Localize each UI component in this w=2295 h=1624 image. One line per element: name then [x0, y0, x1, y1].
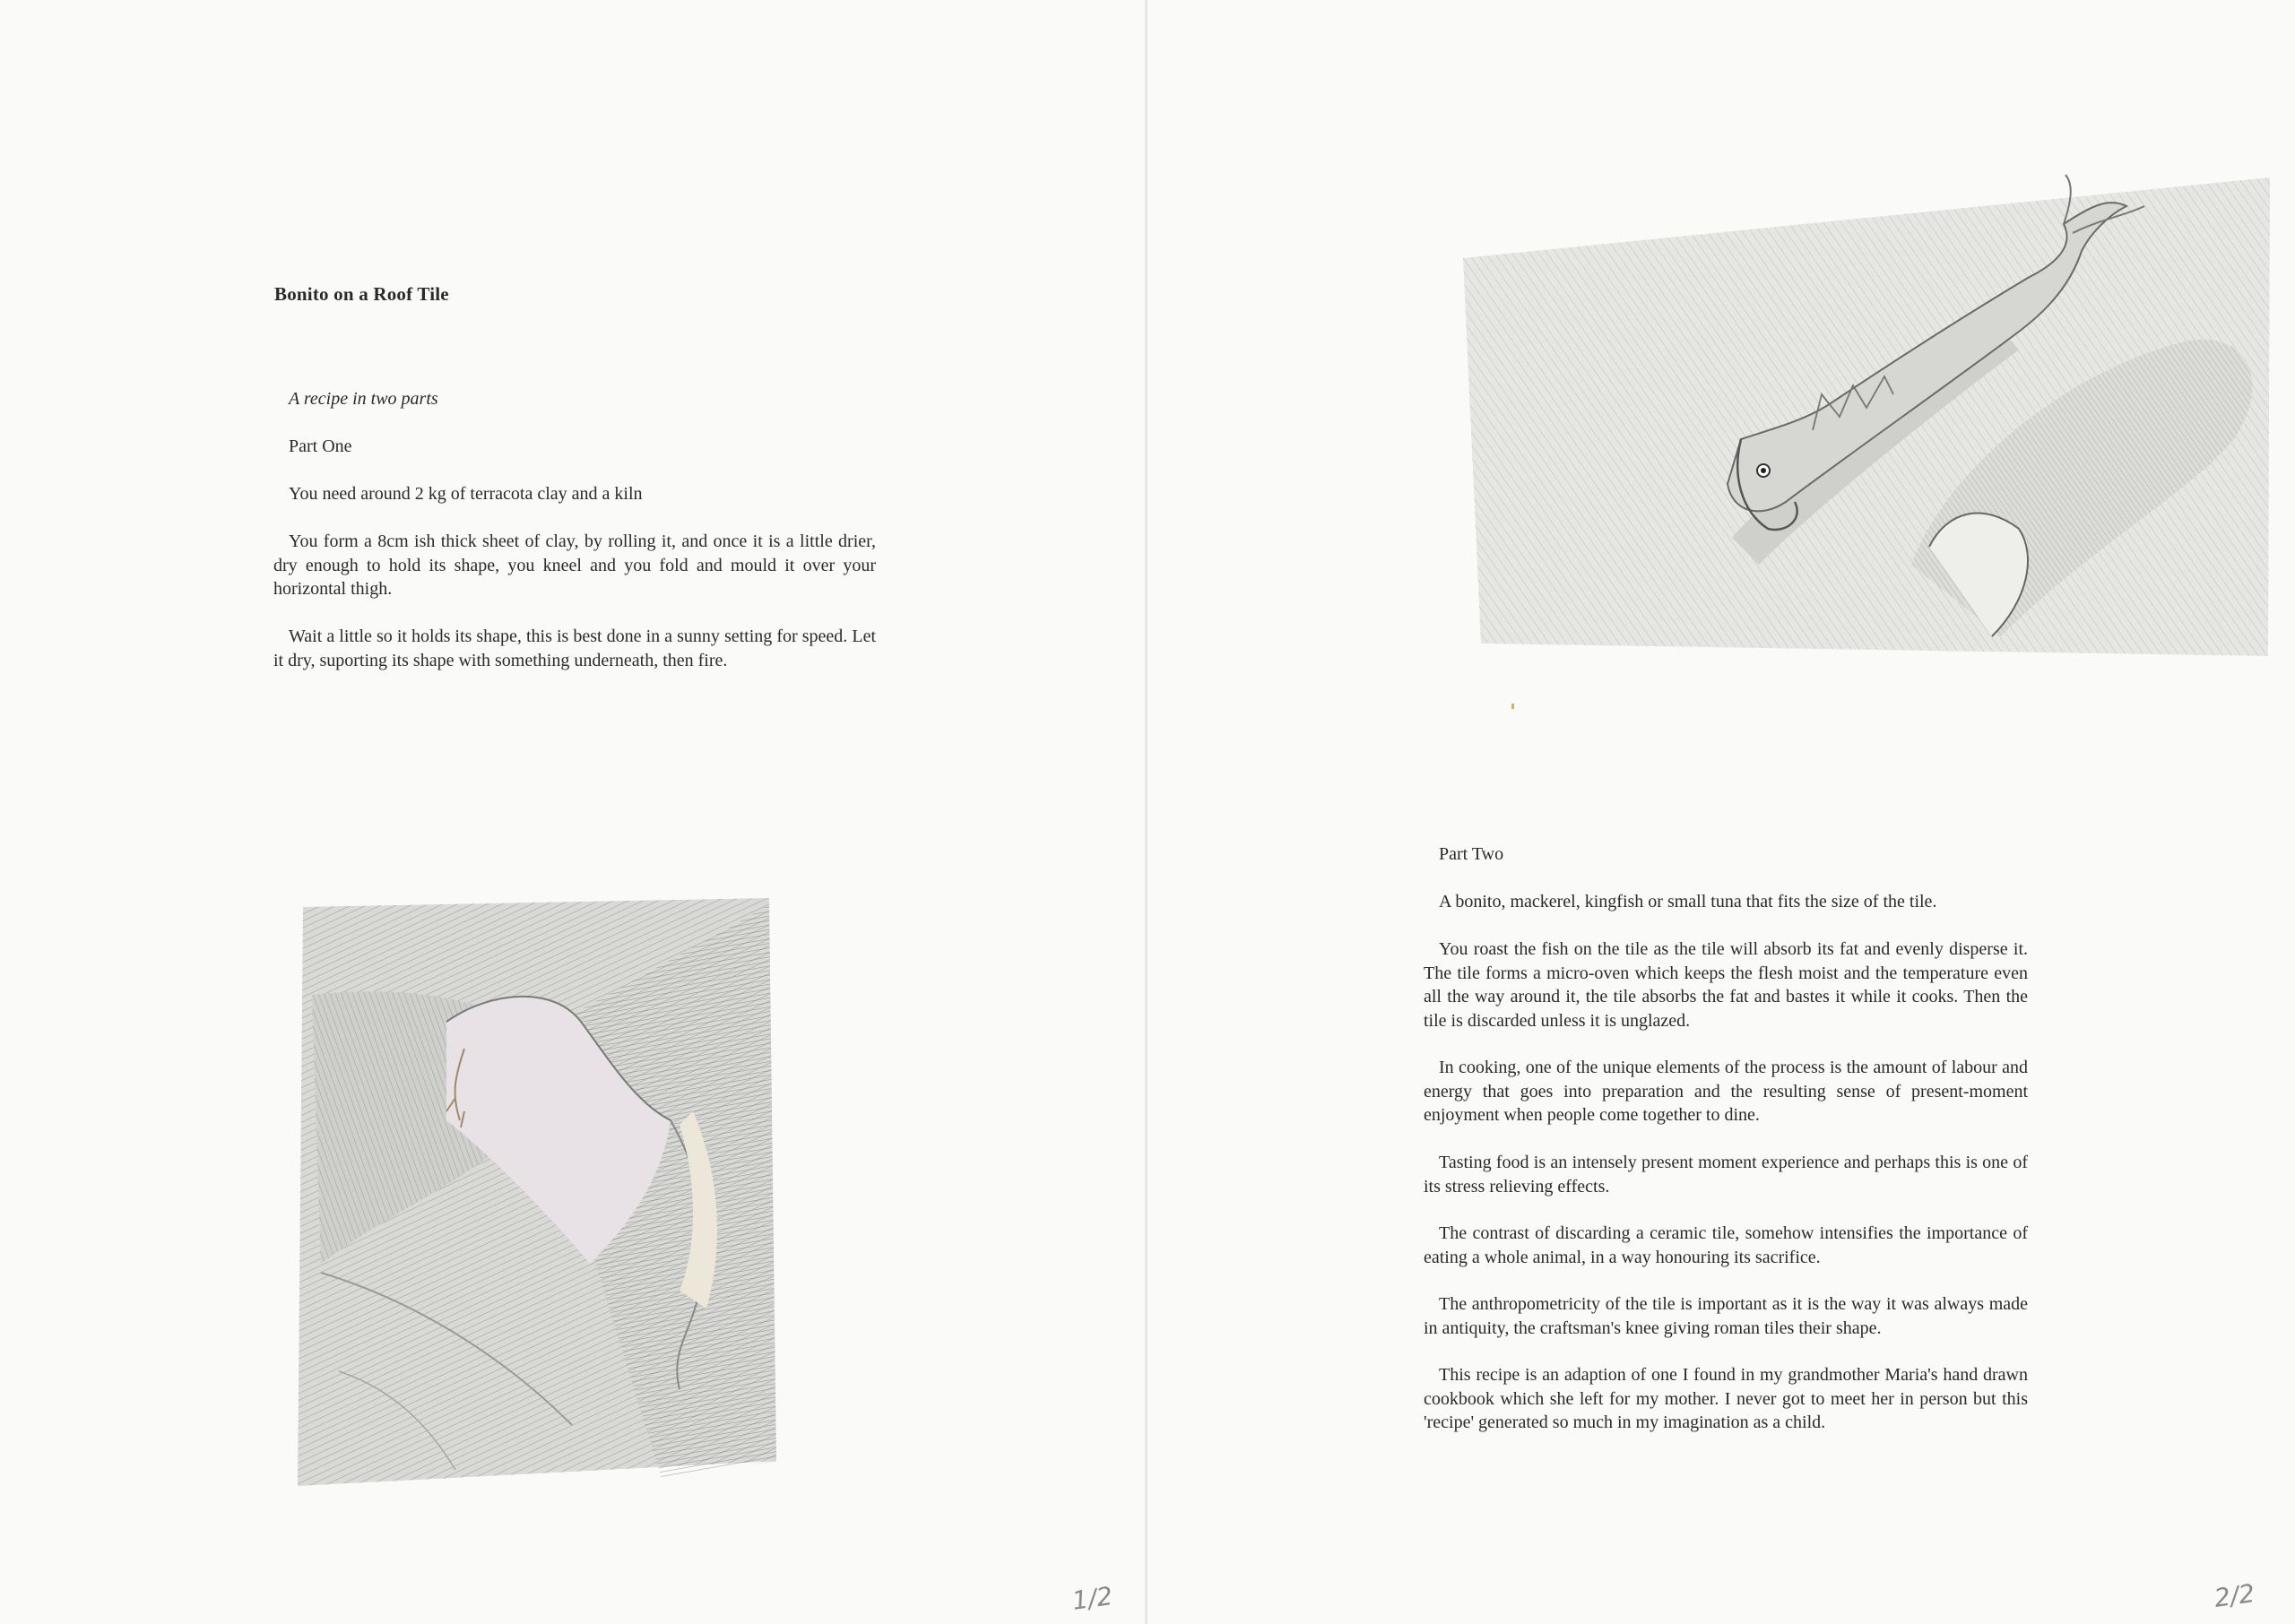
recipe-subtitle: A recipe in two parts — [289, 389, 438, 409]
paragraph: In cooking, one of the unique elements of the process is the amount of labour and energy that goes into preparation and the resulting sense of present-moment enjoyment when people come together to dine. — [1424, 1058, 2028, 1125]
paragraph: This recipe is an adaption of one I found in my grandmother Maria's hand drawn cookbook which she left for my mother. I never got to meet her in person but this 'recipe' generated so much in my imagination as a child. — [1424, 1365, 2028, 1432]
right-page — [1148, 0, 2295, 1624]
pencil-mark — [1511, 704, 1514, 709]
fish-on-tile-illustration — [1445, 170, 2288, 672]
page-number: 1/2 — [1070, 1581, 1115, 1616]
paragraph: The contrast of discarding a ceramic tile, somehow intensifies the importance of eating a whole animal, in a way honouring its sacrifice. — [1424, 1223, 2028, 1267]
paragraph: A bonito, mackerel, kingfish or small tuna that fits the size of the tile. — [1439, 892, 1937, 911]
paragraph: The anthropometricity of the tile is important as it is the way it was always made in antiquity, the craftsman's knee giving roman tiles their shape. — [1424, 1294, 2028, 1338]
knee-sketch-illustration — [285, 887, 787, 1497]
paragraph: You need around 2 kg of terracota clay and a kiln — [289, 484, 643, 504]
part-two-heading: Part Two — [1439, 844, 1504, 864]
paragraph: You roast the fish on the tile as the tile will absorb its fat and evenly disperse it. The tile forms a micro-oven which keeps the flesh moist and the temperature even all the way around it, the tile absorbs the fat and bastes it while it cooks. Then the tile is discarded unless it is unglazed. — [1424, 939, 2028, 1031]
part-one-heading: Part One — [289, 436, 352, 456]
page-number: 2/2 — [2212, 1578, 2257, 1613]
paragraph: Wait a little so it holds its shape, this is best done in a sunny setting for speed. Let it dry, suporting its shape with something underneath, then fire. — [273, 626, 876, 670]
recipe-title: Bonito on a Roof Tile — [274, 283, 449, 305]
paragraph: Tasting food is an intensely present moment experience and perhaps this is one of its stress relieving effects. — [1424, 1153, 2028, 1196]
paragraph: You form a 8cm ish thick sheet of clay, by rolling it, and once it is a little drier, dry enough to hold its shape, you kneel and you fold and mould it over your horizontal thigh. — [273, 531, 876, 599]
